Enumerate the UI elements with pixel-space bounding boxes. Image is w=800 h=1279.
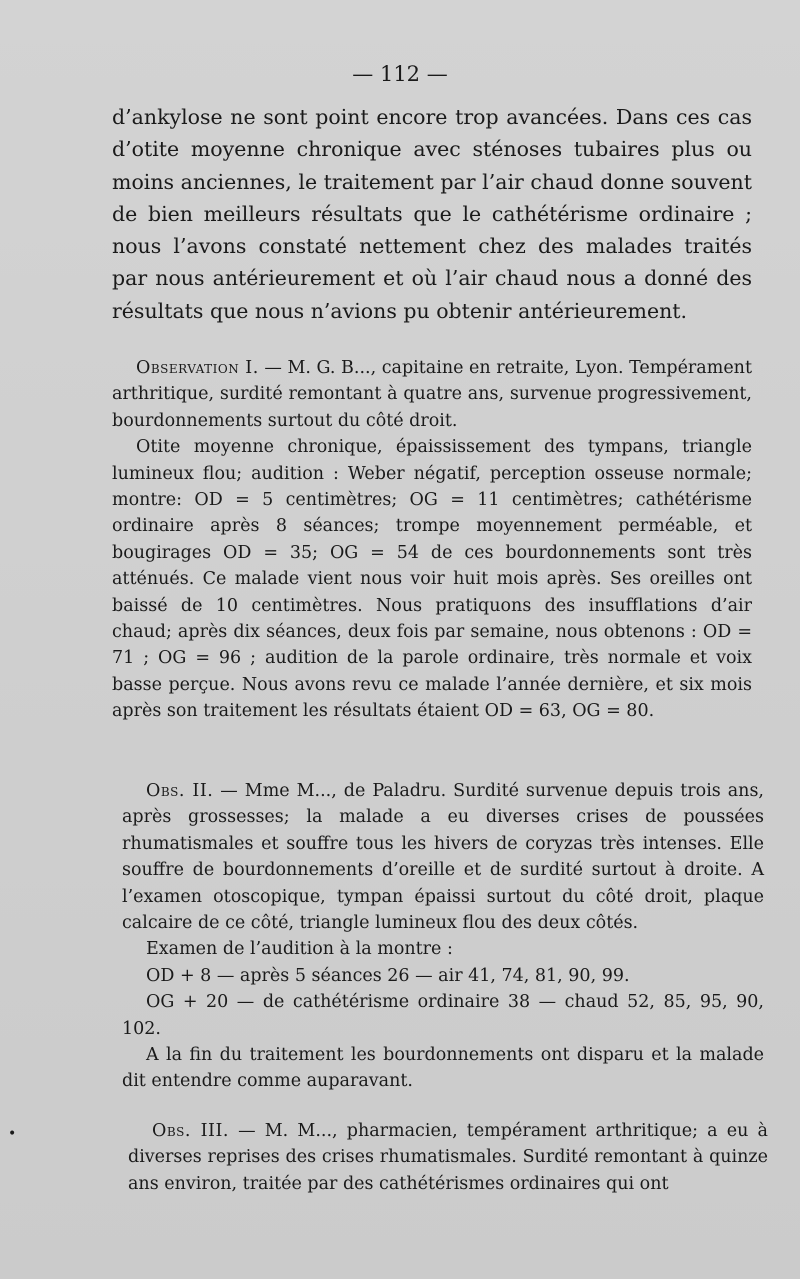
margin-dot: • — [8, 1126, 17, 1142]
obs1-paragraph-1 — [112, 355, 752, 434]
observation-2 — [122, 778, 764, 1095]
observation-3 — [128, 1118, 768, 1197]
observation-1 — [112, 355, 752, 725]
obs2-paragraph-5: A la fin du traitement les bourdonnements ont disparu et la malade dit entendre comme auparavant. — [122, 1045, 764, 1092]
page-number: — 112 — — [352, 62, 448, 86]
obs1-text-1: — M. G. B..., capitaine en retraite, Lyon. Tempérament arthritique, surdité remontant à quatre ans, survenue progressivement, bourdonnements surtout du côté droit. — [112, 358, 752, 431]
obs2-label: Obs. II. — [146, 781, 214, 801]
obs1-label: Observation I. — [136, 358, 259, 378]
obs2-paragraph-2: Examen de l’audition à la montre : — [146, 939, 453, 960]
obs3-label: Obs. III. — [152, 1121, 229, 1141]
obs2-paragraph-3: OD + 8 — après 5 séances 26 — air 41, 74, 81, 90, 99. — [146, 965, 630, 986]
obs1-paragraph-2: Otite moyenne chronique, épaississement des tympans, triangle lumineux flou; audition : Weber négatif, perception osseuse normale; montre: OD = 5 centimètres; OG = 11 centimètres; cathétérisme ordinaire après 8 séances; trompe moyennement perméable, et bougirages OD = 35; OG = 54 de ces bourdonnements sont très atténués. Ce malade vient nous voir huit mois après. Ses oreilles ont baissé de 10 centimètres. Nous pratiquons des insufflations d’air chaud; après dix séances, deux fois par semaine, nous obtenons : OD = 71 ; OG = 96 ; audition de la parole ordinaire, très normale et voix basse perçue. Nous avons revu ce malade l’année dernière, et six mois après son traitement les résultats étaient OD = 63, OG = 80. — [112, 437, 752, 722]
intro-text: d’ankylose ne sont point encore trop avancées. Dans ces cas d’otite moyenne chronique avec sténoses tubaires plus ou moins anciennes, le traitement par l’air chaud donne souvent de bien meilleurs résultats que le cathétérisme ordinaire ; nous l’avons constaté nettement chez des malades traités par nous antérieurement et où l’air chaud nous a donné des résultats que nous n’avions pu obtenir antérieurement. — [112, 105, 752, 323]
obs3-text-1: — M. M..., pharmacien, tempérament arthritique; a eu à diverses reprises des crises rhumatismales. Surdité remontant à quinze ans environ, traitée par des cathétérismes ordinaires qui ont — [128, 1121, 768, 1194]
obs2-text-1: — Mme M..., de Paladru. Surdité survenue depuis trois ans, après grossesses; la malade a eu diverses crises de poussées rhumatismales et souffre tous les hivers de coryzas très intenses. Elle souffre de bourdonnements d’oreille et de surdité surtout à droite. A l’examen otoscopique, tympan épaissi surtout du côté droit, plaque calcaire de ce côté, triangle lumineux flou des deux côtés. — [122, 781, 764, 934]
obs3-paragraph-1 — [128, 1118, 768, 1197]
obs2-paragraph-1 — [122, 778, 764, 936]
obs2-paragraph-4: OG + 20 — de cathétérisme ordinaire 38 — chaud 52, 85, 95, 90, 102. — [122, 992, 764, 1039]
intro-paragraph — [112, 101, 752, 327]
